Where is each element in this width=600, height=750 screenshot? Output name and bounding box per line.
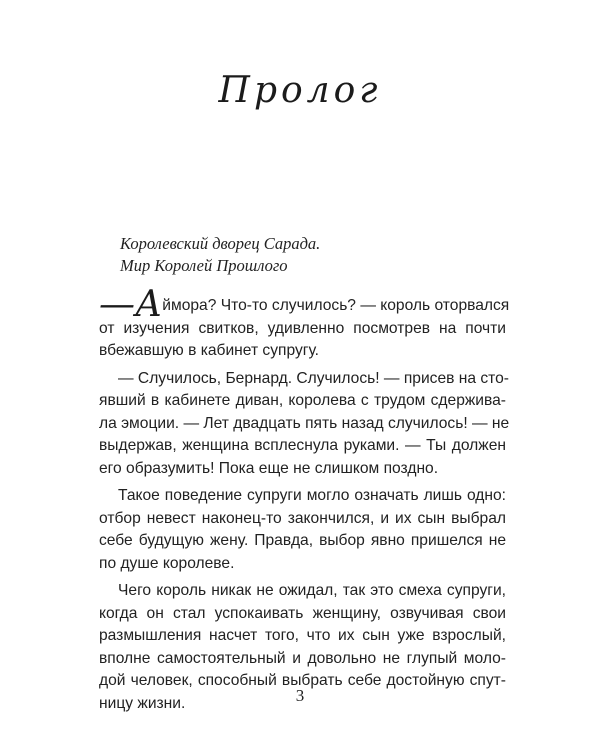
body-line: ла эмоции. — Лет двадцать пять назад случилось! — не <box>99 414 510 432</box>
drop-cap: —А <box>99 284 163 325</box>
body-line: Такое поведение супруги могло означать лишь одно: <box>118 487 506 504</box>
body-line: — Случилось, Бернард. Случилось! — присев на сто- <box>118 369 510 387</box>
page-number: 3 <box>295 686 305 705</box>
paragraph-1 <box>99 284 510 363</box>
chapter-body <box>99 284 510 720</box>
chapter-title: Пролог <box>218 70 382 111</box>
body-line: его образумить! Пока еще не слишком поздно. <box>99 459 439 477</box>
body-line: ницу жизни. <box>99 694 186 712</box>
body-line: выдержав, женщина всплеснула руками. — Ты должен <box>99 437 506 454</box>
body-line: вполне самостоятельный и довольно не глупый моло- <box>99 649 506 667</box>
body-line: отбор невест наконец-то закончился, и их сын выбрал <box>99 509 506 527</box>
body-line: когда он стал успокаивать женщину, озвучивая свои <box>99 604 506 622</box>
epigraph <box>120 233 320 277</box>
body-line: размышления насчет того, что их сын уже взрослый, <box>99 627 506 644</box>
paragraph-2 <box>99 368 510 481</box>
epigraph-location: Королевский дворец Сарада. <box>120 234 321 253</box>
body-line: дой человек, способный выбрать себе достойную спут- <box>99 672 506 689</box>
body-line: явший в кабинете диван, королева с трудом сдержива- <box>99 392 506 409</box>
body-line: от изучения свитков, удивленно посмотрев на почти <box>99 319 506 337</box>
body-line: —Аймора? Что-то случилось? — король оторвался <box>99 284 510 325</box>
body-line: Чего король никак не ожидал, так это смеха супруги, <box>118 582 506 599</box>
body-line: вбежавшую в кабинет супругу. <box>99 342 320 359</box>
epigraph-world: Мир Королей Прошлого <box>120 256 288 275</box>
paragraph-3 <box>99 485 506 575</box>
body-line: себе будущую жену. Правда, выбор явно пришелся не <box>99 532 506 549</box>
body-line: по душе королеве. <box>99 554 235 572</box>
